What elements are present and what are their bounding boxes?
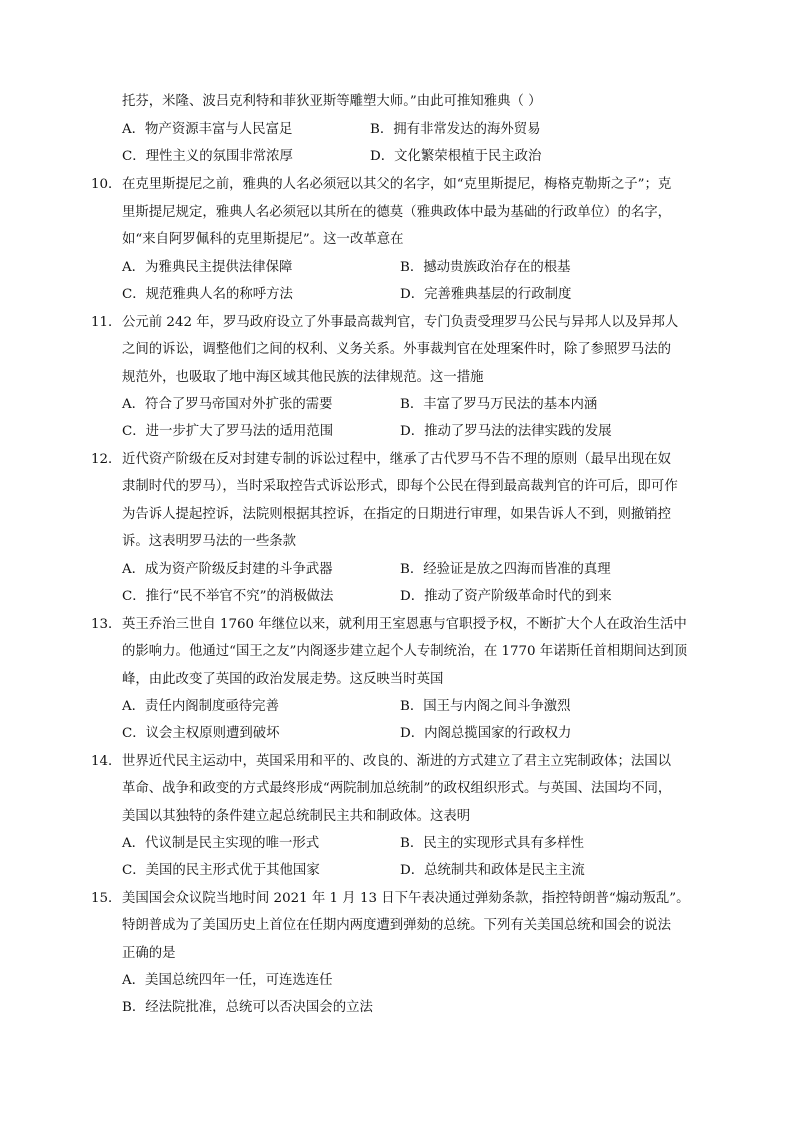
question-11-option-d[interactable]: D．推动了罗马法的法律实践的发展 (400, 424, 612, 439)
question-11-option-a[interactable]: A．符合了罗马帝国对外扩张的需要 (122, 397, 333, 412)
question-13-option-a[interactable]: A．责任内阁制度亟待完善 (122, 699, 279, 714)
question-9-option-b[interactable]: B．拥有非常发达的海外贸易 (370, 122, 541, 137)
question-10-number: 10． (91, 177, 122, 192)
question-12-text-line: 为告诉人提起控诉，法院则根据其控诉，在指定的日期进行审理，如果告诉人不到，则撤销控 (122, 507, 672, 522)
question-11-text-line: 之间的诉讼，调整他们之间的权利、义务关系。外事裁判官在处理案件时，除了参照罗马法的 (122, 342, 672, 357)
question-12-option-d[interactable]: D．推动了资产阶级革命时代的到来 (400, 589, 612, 604)
question-10-option-c[interactable]: C．规范雅典人名的称呼方法 (122, 287, 293, 302)
question-13-text-line: 英王乔治三世自 1760 年继位以来，就利用王室恩惠与官职授予权，不断扩大个人在政治生活中 (122, 617, 687, 632)
question-9-option-a[interactable]: A．物产资源丰富与人民富足 (122, 122, 293, 137)
question-10-option-a[interactable]: A．为雅典民主提供法律保障 (122, 260, 293, 275)
question-15-option-b[interactable]: B．经法院批准，总统可以否决国会的立法 (122, 1000, 373, 1015)
question-14-text-line: 美国以其独特的条件建立起总统制民主共和制政体。这表明 (122, 809, 471, 824)
question-12-option-a[interactable]: A．成为资产阶级反封建的斗争武器 (122, 562, 333, 577)
question-9-option-c[interactable]: C．理性主义的氛围非常浓厚 (122, 149, 293, 164)
question-14-text-line: 革命、战争和政变的方式最终形成“两院制加总统制”的政权组织形式。与英国、法国均不同， (122, 781, 672, 796)
question-13-option-c[interactable]: C．议会主权原则遭到破坏 (122, 726, 280, 741)
question-15-text-line: 正确的是 (122, 946, 176, 961)
question-11-number: 11． (91, 315, 122, 330)
question-13-text-line: 的影响力。他通过“国王之友”内阁逐步建立起个人专制统治，在 1770 年诺斯任首相期间达到顶 (122, 644, 688, 659)
question-13-option-d[interactable]: D．内阁总揽国家的行政权力 (400, 726, 572, 741)
question-9-text-line: 托芬，米隆、波吕克利特和菲狄亚斯等雕塑大师。”由此可推知雅典（ ） (122, 94, 542, 109)
question-9-option-d[interactable]: D．文化繁荣根植于民主政治 (370, 149, 542, 164)
question-14-option-c[interactable]: C．美国的民主形式优于其他国家 (122, 863, 320, 878)
question-13-text-line: 峰，由此改变了英国的政治发展走势。这反映当时英国 (122, 672, 444, 687)
question-11-text-line: 公元前 242 年，罗马政府设立了外事最高裁判官，专门负责受理罗马公民与异邦人以及异邦人 (122, 315, 679, 330)
question-12-text-line: 隶制时代的罗马），当时采取控告式诉讼形式，即每个公民在得到最高裁判官的许可后，即可作 (122, 479, 678, 494)
question-14-text-line: 世界近代民主运动中，英国采用和平的、改良的、渐进的方式建立了君主立宪制政体；法国以 (122, 754, 672, 769)
question-14-option-d[interactable]: D．总统制共和政体是民主主流 (400, 863, 585, 878)
question-12-text-line: 诉。这表明罗马法的一些条款 (122, 534, 297, 549)
question-11-option-b[interactable]: B．丰富了罗马万民法的基本内涵 (400, 397, 598, 412)
question-15-text-line: 美国国会众议院当地时间 2021 年 1 月 13 日下午表决通过弹劾条款，指控特朗普“煽动叛乱”。 (122, 891, 690, 906)
question-12-option-b[interactable]: B．经验证是放之四海而皆准的真理 (400, 562, 611, 577)
question-12-text-line: 近代资产阶级在反对封建专制的诉讼过程中，继承了古代罗马不告不理的原则（最早出现在奴 (122, 452, 672, 467)
question-15-number: 15． (91, 891, 122, 906)
question-15-option-a[interactable]: A．美国总统四年一任，可连选连任 (122, 973, 333, 988)
question-11-text-line: 规范外，也吸取了地中海区域其他民族的法律规范。这一措施 (122, 370, 484, 385)
question-12-number: 12． (91, 452, 122, 467)
question-15-text-line: 特朗普成为了美国历史上首位在任期内两度遭到弹劾的总统。下列有关美国总统和国会的说法 (122, 918, 672, 933)
question-10-option-d[interactable]: D．完善雅典基层的行政制度 (400, 287, 572, 302)
question-11-option-c[interactable]: C．进一步扩大了罗马法的适用范围 (122, 424, 334, 439)
question-10-text-line: 里斯提尼规定，雅典人名必须冠以其所在的德莫（雅典政体中最为基础的行政单位）的名字， (122, 205, 672, 220)
question-10-text-line: 在克里斯提尼之前，雅典的人名必须冠以其父的名字，如“克里斯提尼，梅格克勒斯之子”；克 (122, 177, 672, 192)
question-10-text-line: 如“来自阿罗佩科的克里斯提尼”。这一改革意在 (122, 232, 404, 247)
question-14-option-a[interactable]: A．代议制是民主实现的唯一形式 (122, 836, 320, 851)
question-13-option-b[interactable]: B．国王与内阁之间斗争激烈 (400, 699, 571, 714)
question-10-option-b[interactable]: B．撼动贵族政治存在的根基 (400, 260, 571, 275)
question-14-option-b[interactable]: B．民主的实现形式具有多样性 (400, 836, 584, 851)
question-13-number: 13． (91, 617, 122, 632)
question-12-option-c[interactable]: C．推行“民不举官不究”的消极做法 (122, 589, 334, 604)
question-14-number: 14． (91, 754, 122, 769)
